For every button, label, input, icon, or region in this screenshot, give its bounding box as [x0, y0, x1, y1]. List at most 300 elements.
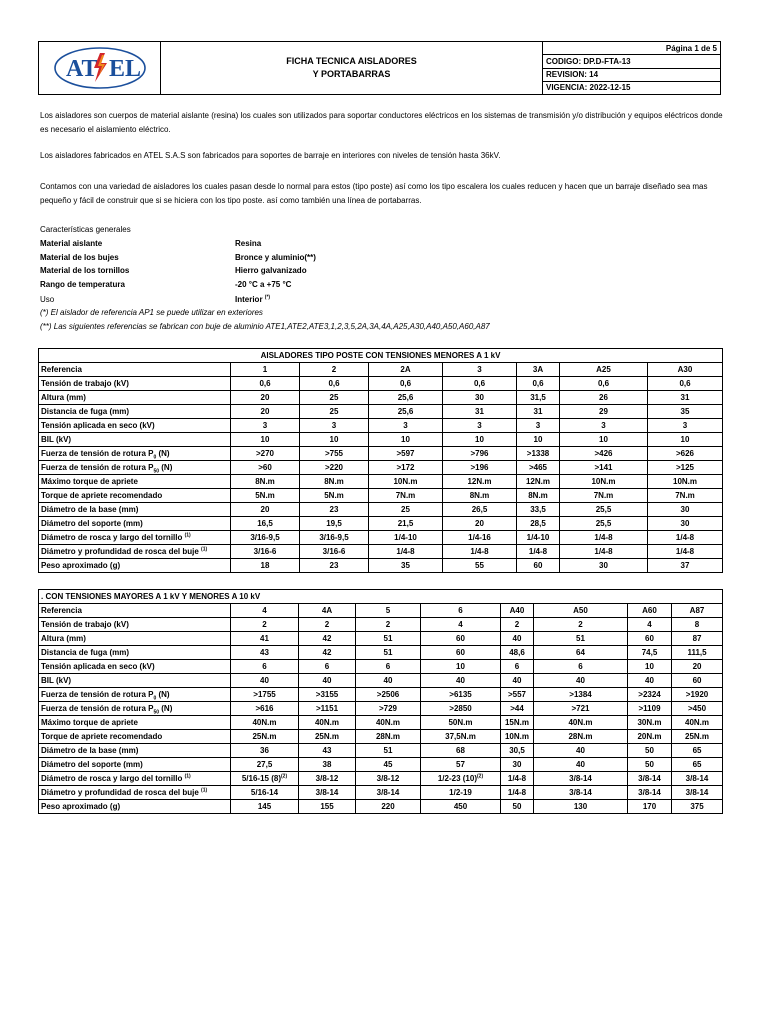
table-header-row	[39, 604, 723, 618]
table-cell: 20	[443, 517, 517, 531]
table-cell: 68	[421, 744, 501, 758]
table-cell: >270	[231, 447, 300, 461]
table-cell: 3	[300, 419, 369, 433]
table-row	[39, 800, 723, 814]
table-cell: 37,5N.m	[421, 730, 501, 744]
table-cell: 43	[231, 646, 299, 660]
table-cell: 45	[356, 758, 421, 772]
intro-paragraph: Los aisladores son cuerpos de material aislante (resina) los cuales son utilizados para soportar conductores eléctricos en los sistemas de transmisión y/o distribución y equipos eléctricos donde es necesario el aislamiento eléctrico.	[40, 111, 723, 134]
table-row	[39, 489, 723, 503]
column-header: 1	[231, 363, 300, 377]
table-row	[39, 786, 723, 800]
row-label: Diámetro de rosca y largo del tornillo $^{(1)}$	[39, 531, 231, 545]
table-cell: 6	[534, 660, 628, 674]
characteristic-key: Rango de temperatura	[40, 280, 125, 289]
row-label: Peso aproximado (g)	[39, 800, 231, 814]
row-label: Tensión aplicada en seco (kV)	[39, 419, 231, 433]
table-cell: 5N.m	[231, 489, 300, 503]
row-label: Altura (mm)	[39, 391, 231, 405]
table-cell: 3/8-14	[534, 772, 628, 786]
row-label: Distancia de fuga (mm)	[39, 405, 231, 419]
column-header: A87	[672, 604, 723, 618]
table-cell: 40N.m	[356, 716, 421, 730]
table-cell: 145	[231, 800, 299, 814]
table-cell: 23	[300, 503, 369, 517]
table-cell: 2	[534, 618, 628, 632]
row-label: Diámetro del soporte (mm)	[39, 517, 231, 531]
table-cell: 8N.m	[300, 475, 369, 489]
table-row	[39, 447, 723, 461]
table-cell: 5/16-15 $(8)^{(2)}$	[231, 772, 299, 786]
table-cell: 220	[356, 800, 421, 814]
table-cell: 23	[300, 559, 369, 573]
table-cell: 38	[299, 758, 356, 772]
row-label: Fuerza de tensión de rotura $P_{50}$ (N)	[39, 702, 231, 716]
column-header: A60	[628, 604, 672, 618]
table-cell: 3/16-9,5	[231, 531, 300, 545]
table-cell: 40N.m	[534, 716, 628, 730]
table-cell: 0,6	[300, 377, 369, 391]
table-cell: 60	[628, 632, 672, 646]
row-label: Fuerza de tensión de rotura $P_0$ (N)	[39, 688, 231, 702]
table-cell: 74,5	[628, 646, 672, 660]
table-cell: 35	[369, 559, 443, 573]
table-cell: >1384	[534, 688, 628, 702]
table-cell: 6	[231, 660, 299, 674]
table-cell: 20N.m	[628, 730, 672, 744]
table-cell: 65	[672, 758, 723, 772]
characteristic-value: Interior (*)	[235, 294, 271, 304]
table-cell: >721	[534, 702, 628, 716]
column-header: 3A	[517, 363, 560, 377]
atel-logo	[39, 42, 161, 94]
table-cell: 18	[231, 559, 300, 573]
row-label: Tensión aplicada en seco (kV)	[39, 660, 231, 674]
table-row	[39, 517, 723, 531]
table-cell: >626	[648, 447, 723, 461]
table-row	[39, 772, 723, 786]
column-header: 4A	[299, 604, 356, 618]
document-page: AT EL FICHA TECNICA AISLADORES Y PORTABARRAS Página 1 de 5 CODIGO: DP.D-FTA-13 REVISION: 14 VIGENCIA: 2022-12-15 Los aisladores son cuerpos de material aislante (resina) los cuales son utilizados para soportar conductores eléctricos en los sistemas de transmisión y/o distribución y equipos eléctricos donde es necesario el aislamiento eléctrico. Los aisladores fabricados en ATEL S.A.S son fabricados para soportes de barraje en interiores con niveles de tensión hasta 36kV. Contamos con una variedad de aisladores los cuales pasan desde lo normal para estos (tipo poste) así como los tipo escalera los cuales reducen y hacen que un barraje diseñado sea mas pequeño y fácil de construir que si se hiciera con los tipo poste. así como también una línea de portabarras. Características generales Material aislante Resina Material de los bujes Bronce y aluminio(**) Material de los tornillos Hierro galvanizado Rango de temperatura -20 °C a +75 °C Uso Interior (*) (*) El aislador de referencia AP1 se puede utilizar en exteriores (**) Las siguientes referencias se fabrican con buje de aluminio ATE1,ATE2,ATE3,1,2,3,5,2A,3A,4A,A25,A30,A40,A50,A60,A87 AISLADORES TIPO POSTE CON TENSIONES MENORES A 1 kV Referencia 1 2 2A 3 3A A25 A30 Tensión de trabajo (kV) 0,6 0,6 0,6 0,6 0,6 0,6 0,6 Altura (mm) 20 25 25,6 30 31,5 26 31 Distancia de fuga (mm) 20 25 25,6 31 31 29 35 Tensión aplicada en seco (kV) 3 3 3 3 3 3 3 BIL (kV) 10 10 10 10 10 10 10 Fuerza de tensión de rotura $P_0$ (N) >270 >755 >597 >796 >1338 >426 >626 Fuerza de tensión de rotura $P_{50}$ (N) >60 >220 >172 >196 >465 >141 >125 Máximo torque de apriete 8N.m 8N.m 10N.m 12N.m 12N.m 10N.m 10N.m Torque de apriete recomendado 5N.m 5N.m 7N.m 8N.m 8N.m 7N.m 7N.m Diámetro de la base (mm) 20 23 25 26,5 33,5 25,5 30 Diámetro del soporte (mm) 16,5 19,5 21,5 20 28,5 25,5 30 Diámetro de rosca y largo del tornillo $^{(1)}$ 3/16-9,5 3/16-9,5 1/4-10 1/4-16 1/4-10 1/4-8 1/4-8 Diámetro y profundidad de rosca del buje $^{(1)}$ 3/16-6 3/16-6 1/4-8 1/4-8 1/4-8 1/4-8 1/4-8 Peso aproximado (g) 18 23 35 55 60 30 37 . CON TENSIONES MAYORES A 1 kV Y MENORES A 10 kV Referencia 4 4A 5 6 A40 A50 A60 A87 Tensión de trabajo (kV) 2 2 2 4 2 2 4 8 Altura (mm) 41 42 51 60 40 51 60 87 Distancia de fuga (mm) 43 42 51 60 48,6 64 74,5 111,5 Tensión aplicada en seco (kV) 6 6 6 10 6 6 10 20 BIL (kV) 40 40 40 40 40 40 40 60 Fuerza de tensión de rotura $P_0$ (N) >1755 >3155 >2506 >6135 >557 >1384 >2324 >1920 Fuerza de tensión de rotura $P_{50}$ (N) >616 >1151 >729 >2850 >44 >721 >1109 >450 Máximo torque de apriete 40N.m 40N.m 40N.m 50N.m 15N.m 40N.m 30N.m 40N.m Torque de apriete recomendado 25N.m 25N.m 28N.m 37,5N.m 10N.m 28N.m 20N.m 25N.m Diámetro de la base (mm) 36 43 51 68 30,5 40 50 65 Diámetro del soporte (mm) 27,5 38 45 57 30 40 50 65 Diámetro de rosca y largo del tornillo $^{(1)}$ 5/16-15 $(8)^{(2)}$ 3/8-12 3/8-12 1/2-23 $(10)^{(2)}$ 1/4-8 3/8-14 3/8-14 3/8-14 Diámetro y profundidad de rosca del buje $^{(1)}$ 5/16-14 3/8-14 3/8-14 1/2-19 1/4-8 3/8-14 3/8-14 3/8-14 Peso aproximado (g) 145 155 220 450 50 130 170 375	[0, 0, 768, 1024]
table-cell: 40	[628, 674, 672, 688]
table-row	[39, 433, 723, 447]
row-label: Fuerza de tensión de rotura $P_{50}$ (N)	[39, 461, 231, 475]
table-cell: 170	[628, 800, 672, 814]
row-label: Máximo torque de apriete	[39, 716, 231, 730]
table-cell: 40N.m	[672, 716, 723, 730]
row-label: Diámetro de la base (mm)	[39, 744, 231, 758]
table-cell: 40	[299, 674, 356, 688]
table-cell: 40	[534, 758, 628, 772]
table-cell: 60	[517, 559, 560, 573]
table-cell: 4	[628, 618, 672, 632]
column-header: 3	[443, 363, 517, 377]
table-cell: 20	[231, 391, 300, 405]
table-row	[39, 758, 723, 772]
table-row	[39, 688, 723, 702]
table-cell: 7N.m	[369, 489, 443, 503]
table-cell: 3	[231, 419, 300, 433]
column-header: 5	[356, 604, 421, 618]
table-cell: 43	[299, 744, 356, 758]
column-header: 2A	[369, 363, 443, 377]
table-cell: 15N.m	[501, 716, 534, 730]
table-cell: 3/16-6	[231, 545, 300, 559]
table-cell: 25	[300, 391, 369, 405]
table-cell: 42	[299, 632, 356, 646]
atel-logo-icon	[53, 46, 147, 90]
table-cell: >465	[517, 461, 560, 475]
table-cell: 1/4-8	[369, 545, 443, 559]
table-cell: 4	[421, 618, 501, 632]
table-row	[39, 632, 723, 646]
table-cell: 155	[299, 800, 356, 814]
table-cell: 27,5	[231, 758, 299, 772]
table-cell: 10	[421, 660, 501, 674]
table-cell: >1109	[628, 702, 672, 716]
table-cell: 40	[421, 674, 501, 688]
table-row	[39, 377, 723, 391]
table-cell: 26,5	[443, 503, 517, 517]
table-cell: 30	[648, 503, 723, 517]
table-cell: 7N.m	[648, 489, 723, 503]
table-cell: >1151	[299, 702, 356, 716]
table-cell: 1/4-8	[560, 531, 648, 545]
row-label: Diámetro de rosca y largo del tornillo $^{(1)}$	[39, 772, 231, 786]
table-cell: 10	[517, 433, 560, 447]
table-cell: 10	[560, 433, 648, 447]
table-cell: >1338	[517, 447, 560, 461]
table-cell: >141	[560, 461, 648, 475]
table-cell: >729	[356, 702, 421, 716]
column-header: 6	[421, 604, 501, 618]
title-line-2: Y PORTABARRAS	[312, 69, 391, 79]
characteristic-value: Hierro galvanizado	[235, 266, 307, 275]
table-cell: 20	[672, 660, 723, 674]
table-cell: 3/8-14	[299, 786, 356, 800]
table-cell: 6	[356, 660, 421, 674]
table-cell: 30	[443, 391, 517, 405]
table-cell: 3	[443, 419, 517, 433]
row-label: Máximo torque de apriete	[39, 475, 231, 489]
table-cell: 3	[648, 419, 723, 433]
table-cell: 25,6	[369, 391, 443, 405]
table-cell: 1/4-8	[443, 545, 517, 559]
table-cell: 30	[648, 517, 723, 531]
table-cell: >2324	[628, 688, 672, 702]
table-cell: 16,5	[231, 517, 300, 531]
table-cell: 37	[648, 559, 723, 573]
table-cell: >1920	[672, 688, 723, 702]
row-label: Altura (mm)	[39, 632, 231, 646]
table-cell: 31	[517, 405, 560, 419]
table-cell: 8N.m	[517, 489, 560, 503]
page-number: Página 1 de 5	[543, 42, 720, 55]
table-cell: 28N.m	[534, 730, 628, 744]
column-header: 2	[300, 363, 369, 377]
table-cell: 60	[672, 674, 723, 688]
row-label: Distancia de fuga (mm)	[39, 646, 231, 660]
table-cell: 2	[231, 618, 299, 632]
table-cell: 50N.m	[421, 716, 501, 730]
table-cell: 3	[369, 419, 443, 433]
table-cell: 40	[356, 674, 421, 688]
table-cell: 40	[501, 674, 534, 688]
table-cell: 2	[299, 618, 356, 632]
table-cell: 8N.m	[231, 475, 300, 489]
table-row	[39, 702, 723, 716]
table-cell: 26	[560, 391, 648, 405]
table-cell: 10	[231, 433, 300, 447]
table-cell: 57	[421, 758, 501, 772]
table-cell: 20	[231, 405, 300, 419]
table-cell: 36	[231, 744, 299, 758]
table-cell: 19,5	[300, 517, 369, 531]
table-cell: 1/4-8	[501, 786, 534, 800]
table-cell: 3/16-6	[300, 545, 369, 559]
table-cell: 25N.m	[231, 730, 299, 744]
table-cell: 30,5	[501, 744, 534, 758]
table-cell: >125	[648, 461, 723, 475]
table-cell: >796	[443, 447, 517, 461]
table-cell: 30N.m	[628, 716, 672, 730]
table-cell: 64	[534, 646, 628, 660]
table-cell: 42	[299, 646, 356, 660]
table-cell: >597	[369, 447, 443, 461]
row-label: Diámetro y profundidad de rosca del buje $^{(1)}$	[39, 545, 231, 559]
table-cell: 21,5	[369, 517, 443, 531]
table-cell: 60	[421, 632, 501, 646]
table-cell: 3	[560, 419, 648, 433]
table-cell: 60	[421, 646, 501, 660]
table-cell: 0,6	[231, 377, 300, 391]
table-cell: >2506	[356, 688, 421, 702]
row-label: Tensión de trabajo (kV)	[39, 618, 231, 632]
table-cell: >755	[300, 447, 369, 461]
table-cell: 1/4-8	[648, 531, 723, 545]
row-label: BIL (kV)	[39, 674, 231, 688]
row-label: Diámetro del soporte (mm)	[39, 758, 231, 772]
row-label: Torque de apriete recomendado	[39, 489, 231, 503]
svg-text:AT: AT	[65, 56, 98, 82]
row-label: Torque de apriete recomendado	[39, 730, 231, 744]
table-cell: 8N.m	[443, 489, 517, 503]
table-cell: 0,6	[560, 377, 648, 391]
table-cell: 0,6	[443, 377, 517, 391]
table-cell: >60	[231, 461, 300, 475]
column-header: A25	[560, 363, 648, 377]
table-cell: >450	[672, 702, 723, 716]
table-title: AISLADORES TIPO POSTE CON TENSIONES MENORES A 1 kV	[39, 349, 723, 363]
document-title	[161, 42, 543, 94]
table-cell: 3/8-12	[299, 772, 356, 786]
table-cell: 40	[534, 744, 628, 758]
table-cell: >44	[501, 702, 534, 716]
table-cell: 25	[369, 503, 443, 517]
table-cell: 25,6	[369, 405, 443, 419]
table-cell: 0,6	[517, 377, 560, 391]
table-cell: 50	[501, 800, 534, 814]
table-cell: 31,5	[517, 391, 560, 405]
table-cell: 1/2-19	[421, 786, 501, 800]
table-title-row	[39, 349, 723, 363]
table-row	[39, 405, 723, 419]
column-header-reference: Referencia	[39, 604, 231, 618]
characteristic-key: Material de los tornillos	[40, 266, 130, 275]
table-cell: 450	[421, 800, 501, 814]
table-cell: 50	[628, 758, 672, 772]
footnote: (**) Las siguientes referencias se fabrican con buje de aluminio ATE1,ATE2,ATE3,1,2,3,5,2A,3A,4A,A25,A30,A40,A50,A60,A87	[40, 322, 490, 331]
table-cell: 0,6	[648, 377, 723, 391]
table-cell: 10N.m	[648, 475, 723, 489]
table-cell: 40	[231, 674, 299, 688]
column-header: 4	[231, 604, 299, 618]
row-label: BIL (kV)	[39, 433, 231, 447]
table-cell: 8	[672, 618, 723, 632]
column-header: A50	[534, 604, 628, 618]
table-cell: 28,5	[517, 517, 560, 531]
table-cell: 3/8-12	[356, 772, 421, 786]
table-cell: 10	[300, 433, 369, 447]
table-cell: >196	[443, 461, 517, 475]
table-cell: 30	[560, 559, 648, 573]
table-row	[39, 730, 723, 744]
table-cell: 10	[369, 433, 443, 447]
characteristic-value: Resina	[235, 239, 262, 248]
table-cell: 1/4-16	[443, 531, 517, 545]
table-cell: >220	[300, 461, 369, 475]
table-cell: 10	[648, 433, 723, 447]
table-cell: 3/8-14	[356, 786, 421, 800]
table-cell: 2	[356, 618, 421, 632]
row-label: Diámetro de la base (mm)	[39, 503, 231, 517]
table-cell: 2	[501, 618, 534, 632]
characteristic-value: Bronce y aluminio(**)	[235, 253, 316, 262]
table-cell: 41	[231, 632, 299, 646]
table-cell: 10N.m	[501, 730, 534, 744]
characteristic-key: Uso	[40, 295, 55, 304]
table-row	[39, 419, 723, 433]
row-label: Peso aproximado (g)	[39, 559, 231, 573]
row-label: Fuerza de tensión de rotura $P_0$ (N)	[39, 447, 231, 461]
table-cell: 0,6	[369, 377, 443, 391]
table-cell: >616	[231, 702, 299, 716]
table-cell: 3/8-14	[628, 772, 672, 786]
table-cell: >3155	[299, 688, 356, 702]
table-cell: 65	[672, 744, 723, 758]
table-cell: 7N.m	[560, 489, 648, 503]
table-cell: 28N.m	[356, 730, 421, 744]
table-header-row	[39, 363, 723, 377]
table-cell: 55	[443, 559, 517, 573]
table-cell: 29	[560, 405, 648, 419]
table-row	[39, 660, 723, 674]
table-cell: 20	[231, 503, 300, 517]
table-row	[39, 744, 723, 758]
table-cell: 51	[356, 744, 421, 758]
table-cell: 33,5	[517, 503, 560, 517]
table-cell: 25N.m	[299, 730, 356, 744]
table-cell: >557	[501, 688, 534, 702]
table-row	[39, 461, 723, 475]
table-cell: 31	[443, 405, 517, 419]
table-cell: 1/4-8	[648, 545, 723, 559]
table-cell: 40N.m	[299, 716, 356, 730]
table-row	[39, 646, 723, 660]
table-cell: 35	[648, 405, 723, 419]
table-cell: 3/16-9,5	[300, 531, 369, 545]
table-row	[39, 545, 723, 559]
table-cell: 40	[501, 632, 534, 646]
table-cell: 30	[501, 758, 534, 772]
table-cell: 3/8-14	[534, 786, 628, 800]
table-cell: 51	[356, 632, 421, 646]
table-cell: 3	[517, 419, 560, 433]
table-row	[39, 475, 723, 489]
table-row	[39, 559, 723, 573]
table-cell: 3/8-14	[672, 786, 723, 800]
table-cell: 10N.m	[560, 475, 648, 489]
document-validity: VIGENCIA: 2022-12-15	[546, 83, 631, 93]
table-cell: 25,5	[560, 517, 648, 531]
table-cell: 1/4-10	[517, 531, 560, 545]
characteristic-key: Material de los bujes	[40, 253, 119, 262]
column-header: A30	[648, 363, 723, 377]
table-cell: 51	[534, 632, 628, 646]
table-cell: 5N.m	[300, 489, 369, 503]
characteristic-key: Material aislante	[40, 239, 103, 248]
document-meta	[543, 42, 720, 94]
column-header: A40	[501, 604, 534, 618]
table-cell: 87	[672, 632, 723, 646]
table-cell: >6135	[421, 688, 501, 702]
table-row	[39, 531, 723, 545]
table-cell: 1/4-8	[560, 545, 648, 559]
svg-text:EL: EL	[108, 56, 141, 82]
intro-paragraph: Contamos con una variedad de aisladores los cuales pasan desde lo normal para estos (tipo poste) así como los tipo escalera los cuales reducen y hacen que un barraje diseñado sea mas pequeño y fácil de construir que si se hiciera con los tipo poste. así como también una línea de portabarras.	[40, 182, 708, 205]
table-cell: 1/2-23 $(10)^{(2)}$	[421, 772, 501, 786]
table-cell: 5/16-14	[231, 786, 299, 800]
table-cell: 31	[648, 391, 723, 405]
table-cell: 12N.m	[517, 475, 560, 489]
table-row	[39, 503, 723, 517]
table-cell: 40	[534, 674, 628, 688]
table-cell: 1/4-8	[517, 545, 560, 559]
table-cell: 40N.m	[231, 716, 299, 730]
table-cell: 10	[443, 433, 517, 447]
table-cell: 50	[628, 744, 672, 758]
table-cell: >426	[560, 447, 648, 461]
table-cell: 1/4-10	[369, 531, 443, 545]
table-title-row	[39, 590, 723, 604]
characteristic-value: -20 °C a +75 °C	[235, 280, 292, 289]
table-row	[39, 716, 723, 730]
table-title: . CON TENSIONES MAYORES A 1 kV Y MENORES A 10 kV	[39, 590, 723, 604]
insulators-table-medium-voltage	[38, 589, 723, 814]
table-row	[39, 674, 723, 688]
table-cell: 6	[501, 660, 534, 674]
table-cell: 10N.m	[369, 475, 443, 489]
table-cell: 375	[672, 800, 723, 814]
table-cell: 1/4-8	[501, 772, 534, 786]
table-cell: 111,5	[672, 646, 723, 660]
table-row	[39, 391, 723, 405]
intro-paragraph: Los aisladores fabricados en ATEL S.A.S son fabricados para soportes de barraje en interiores con niveles de tensión hasta 36kV.	[40, 151, 501, 160]
table-cell: >172	[369, 461, 443, 475]
table-cell: 3/8-14	[672, 772, 723, 786]
table-cell: 51	[356, 646, 421, 660]
table-cell: 48,6	[501, 646, 534, 660]
